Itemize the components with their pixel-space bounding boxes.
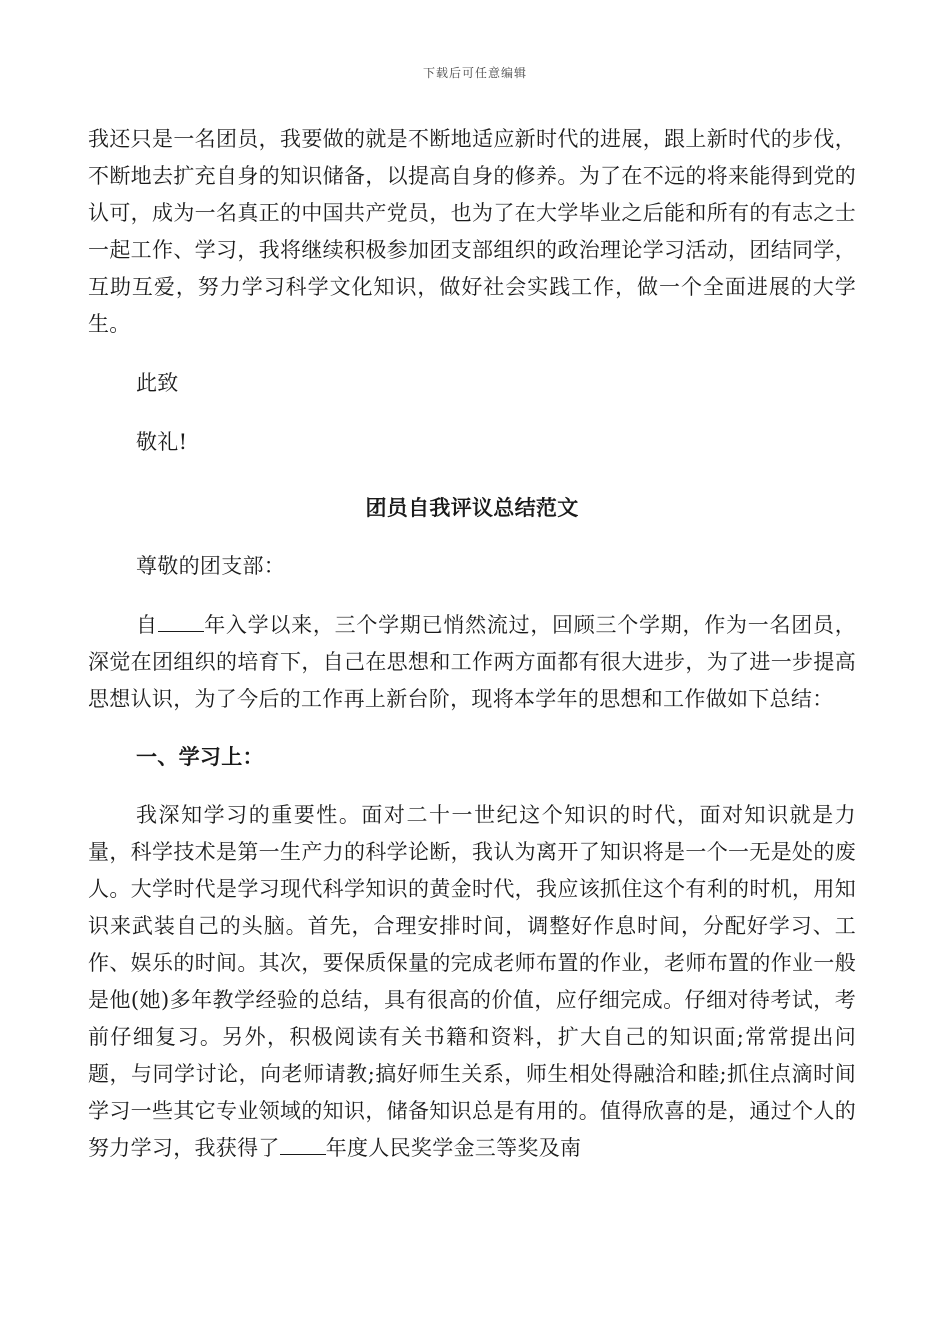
document-title: 团员自我评议总结范文 [365, 495, 579, 520]
paragraph-study [88, 797, 856, 1167]
paragraph-overview-start: 自 [136, 613, 158, 637]
paragraph-study-tail: 年度人民奖学金三等奖及南 [325, 1136, 582, 1160]
paragraph-study-text: 我深知学习的重要性。面对二十一世纪这个知识的时代，面对知识就是力量，科学技术是第一生产力的科学论断，我认为离开了知识将是一个一无是处的废人。大学时代是学习现代科学知识的黄金时代，我应该抓住这个有利的时机，用知识来武装自己的头脑。首先，合理安排时间，调整好作息时间，分配好学习、工作、娱乐的时间。其次，要保质保量的完成老师布置的作业，老师布置的作业一般是他(她)多年教学经验的总结，具有很高的价值，应仔细完成。仔细对待考试，考前仔细复习。另外，积极阅读有关书籍和资料，扩大自己的知识面;常常提出问题，与同学讨论，向老师请教;搞好师生关系，师生相处得融洽和睦;抓住点滴时间学习一些其它专业领域的知识，储备知识总是有用的。值得欣喜的是，通过个人的努力学习，我获得了 [88, 803, 856, 1160]
salutation: 尊敬的团支部： [136, 554, 286, 578]
section-heading-study: 一、学习上： [136, 744, 264, 769]
page-header: 下载后可任意编辑 [422, 66, 527, 80]
blank-year-1 [158, 611, 204, 632]
paragraph-overview-rest: 年入学以来，三个学期已悄然流过，回顾三个学期，作为一名团员，深觉在团组织的培育下，自己在思想和工作两方面都有很大进步，为了进一步提高思想认识，为了今后的工作再上新台阶，现将本学年的思想和工作做如下总结： [88, 613, 856, 711]
paragraph-overview [88, 607, 856, 718]
closing-line-1: 此致 [136, 371, 179, 395]
blank-year-2 [280, 1134, 326, 1155]
document-body [88, 121, 856, 1167]
closing-line-2: 敬礼! [136, 430, 188, 454]
paragraph-intro: 我还只是一名团员，我要做的就是不断地适应新时代的进展，跟上新时代的步伐，不断地去扩充自身的知识储备，以提高自身的修养。为了在不远的将来能得到党的认可，成为一名真正的中国共产党员，也为了在大学毕业之后能和所有的有志之士一起工作、学习，我将继续积极参加团支部组织的政治理论学习活动，团结同学，互助互爱，努力学习科学文化知识，做好社会实践工作，做一个全面进展的大学生。 [88, 127, 856, 336]
